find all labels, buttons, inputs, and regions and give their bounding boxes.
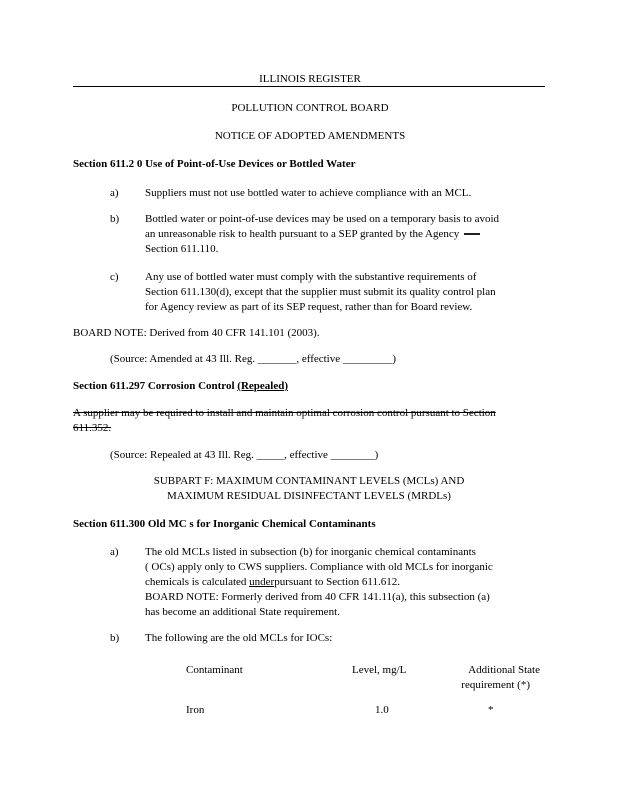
item-text: The old MCLs listed in subsection (b) for inorganic chemical contaminants bbox=[145, 546, 476, 558]
section-611-300-heading: Section 611.300 Old MC s for Inorganic Chemical Contaminants bbox=[73, 518, 376, 530]
repealed-tag: (Repealed) bbox=[237, 380, 289, 392]
item-label: b) bbox=[110, 632, 120, 644]
item-text: Suppliers must not use bottled water to achieve compliance with an MCL. bbox=[145, 187, 472, 199]
item-text: an unreasonable risk to health pursuant to a SEP granted by the Agency bbox=[145, 227, 480, 242]
item-label: a) bbox=[110, 187, 119, 199]
subpart-heading: MAXIMUM RESIDUAL DISINFECTANT LEVELS (MRDLs) bbox=[167, 490, 451, 502]
subpart-heading: SUBPART F: MAXIMUM CONTAMINANT LEVELS (MCLs) AND bbox=[153, 475, 465, 487]
struck-text: 611.352. bbox=[73, 422, 112, 434]
item-text: for Agency review as part of its SEP request, rather than for Board review. bbox=[145, 301, 473, 313]
table-cell-contaminant: Iron bbox=[186, 704, 205, 716]
board-note: has become an additional State requirement. bbox=[145, 606, 340, 618]
item-text: ( OCs) apply only to CWS suppliers. Compliance with old MCLs for inorganic bbox=[145, 561, 493, 573]
table-header-level: Level, mg/L bbox=[352, 664, 407, 676]
table-header-contaminant: Contaminant bbox=[186, 664, 243, 676]
redaction-mark bbox=[464, 233, 480, 235]
board-title: POLLUTION CONTROL BOARD bbox=[231, 102, 389, 114]
item-text: The following are the old MCLs for IOCs: bbox=[145, 632, 333, 644]
table-header-additional: Additional State bbox=[468, 664, 540, 676]
item-text: Section 611.130(d), except that the supplier must submit its quality control plan bbox=[145, 286, 496, 298]
item-label: c) bbox=[110, 271, 119, 283]
struck-text: A supplier may be required to install and maintain optimal corrosion control pursuant to Section bbox=[73, 407, 496, 419]
register-title: ILLINOIS REGISTER bbox=[259, 73, 361, 85]
item-label: b) bbox=[110, 213, 120, 225]
item-text: chemicals is calculated underpursuant to Section 611.612. bbox=[145, 576, 400, 588]
section-611-297-heading: Section 611.297 Corrosion Control (Repealed) bbox=[73, 380, 289, 392]
item-text: Bottled water or point-of-use devices may be used on a temporary basis to avoid bbox=[145, 213, 500, 225]
header-rule bbox=[73, 86, 545, 87]
source-note: (Source: Amended at 43 Ill. Reg. _______, effective _________) bbox=[110, 353, 397, 365]
table-cell-additional: * bbox=[488, 704, 494, 716]
item-text: Any use of bottled water must comply with the substantive requirements of bbox=[145, 271, 477, 283]
table-cell-level: 1.0 bbox=[375, 704, 389, 716]
board-note: BOARD NOTE: Derived from 40 CFR 141.101 (2003). bbox=[73, 327, 320, 339]
board-note: BOARD NOTE: Formerly derived from 40 CFR 141.11(a), this subsection (a) bbox=[145, 591, 490, 603]
notice-title: NOTICE OF ADOPTED AMENDMENTS bbox=[214, 130, 406, 142]
section-611-2x0-heading: Section 611.2 0 Use of Point-of-Use Devices or Bottled Water bbox=[73, 158, 356, 170]
table-header-additional: requirement (*) bbox=[461, 679, 530, 691]
item-label: a) bbox=[110, 546, 119, 558]
source-note: (Source: Repealed at 43 Ill. Reg. _____, effective ________) bbox=[110, 449, 379, 461]
item-text: Section 611.110. bbox=[145, 243, 219, 255]
